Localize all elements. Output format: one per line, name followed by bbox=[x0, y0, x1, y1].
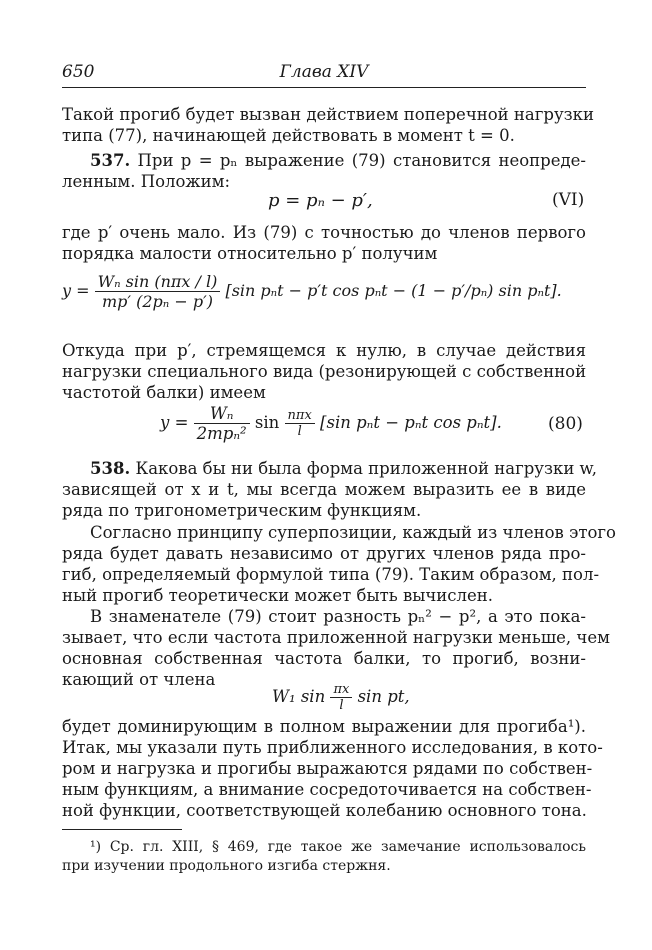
eq-numerator: nπx bbox=[285, 408, 315, 424]
chapter-title: Глава XIV bbox=[279, 62, 369, 82]
eq-numerator: Wₙ sin (nπx / l) bbox=[95, 272, 221, 292]
paragraph-limit bbox=[62, 340, 586, 403]
eq-small-fraction bbox=[285, 408, 315, 439]
equation-80 bbox=[160, 404, 502, 443]
footnote bbox=[62, 838, 586, 876]
eq-denominator: l bbox=[339, 698, 344, 713]
footnote-rule bbox=[62, 829, 182, 830]
text-line: нагрузки специального вида (резонирующей с собственной bbox=[62, 362, 587, 381]
text-line: ленным. Положим: bbox=[62, 172, 231, 191]
text-line: гиб, определяемый формулой типа (79). Таким образом, пол- bbox=[62, 565, 600, 584]
text-line: ным функциям, а внимание сосредоточивается на собствен- bbox=[62, 780, 592, 799]
eq-denominator: mp′ (2pₙ − p′) bbox=[102, 292, 213, 311]
eq-part: sin pt, bbox=[357, 687, 410, 706]
header-rule bbox=[62, 87, 586, 88]
equation-label: (VI) bbox=[552, 190, 585, 210]
equation-vi: p = pₙ − p′, bbox=[268, 190, 373, 211]
page-header bbox=[62, 62, 586, 84]
eq-numerator: πx bbox=[330, 682, 352, 698]
paragraph-conclusion bbox=[62, 716, 603, 821]
paragraph-538 bbox=[62, 458, 597, 521]
paragraph-537 bbox=[62, 150, 586, 192]
eq-denominator: l bbox=[297, 424, 302, 439]
paragraph-where bbox=[62, 222, 586, 264]
text-line: Откуда при p′, стремящемся к нулю, в случае действия bbox=[62, 341, 586, 360]
text-line: основная собственная частота балки, то прогиб, возни- bbox=[62, 649, 586, 668]
text-line: будет доминирующим в полном выражении для прогиба¹). bbox=[62, 717, 586, 736]
footnote-line: при изучении продольного изгиба стержня. bbox=[62, 858, 391, 874]
eq-numerator: Wₙ bbox=[194, 404, 250, 424]
text-line: Итак, мы указали путь приближенного исследования, в кото- bbox=[62, 738, 603, 757]
text-line: При p = pₙ выражение (79) становится неопреде- bbox=[137, 151, 586, 170]
text-line: где p′ очень мало. Из (79) с точностью до членов первого bbox=[62, 223, 586, 242]
equation-w1-term bbox=[272, 682, 410, 713]
paragraph-intro bbox=[62, 104, 594, 146]
eq-fraction bbox=[194, 404, 250, 443]
text-line: ром и нагрузка и прогибы выражаются рядами по собствен- bbox=[62, 759, 593, 778]
section-number: 538. bbox=[90, 459, 131, 478]
eq-sin: sin bbox=[254, 413, 280, 432]
eq-bracket: [sin pₙt − pₙt cos pₙt]. bbox=[320, 413, 502, 432]
text-line: частотой балки) имеем bbox=[62, 383, 266, 402]
eq-small-fraction bbox=[330, 682, 352, 713]
text-line: ряда будет давать независимо от других членов ряда про- bbox=[62, 544, 586, 563]
eq-denominator: 2mpₙ² bbox=[196, 424, 247, 443]
eq-lhs: y = bbox=[62, 281, 90, 300]
text-line: ряда по тригонометрическим функциям. bbox=[62, 501, 422, 520]
eq-bracket: [sin pₙt − p′t cos pₙt − (1 − p′/pₙ) sin pₙt]. bbox=[225, 281, 562, 300]
eq-lhs: y = bbox=[160, 413, 189, 432]
text-line: порядка малости относительно p′ получим bbox=[62, 244, 438, 263]
text-line: ный прогиб теоретически может быть вычислен. bbox=[62, 586, 493, 605]
page-number: 650 bbox=[62, 62, 95, 82]
eq-part: W₁ sin bbox=[272, 687, 326, 706]
equation-label: (80) bbox=[548, 414, 583, 434]
section-number: 537. bbox=[90, 151, 131, 170]
text-line: Такой прогиб будет вызван действием поперечной нагрузки bbox=[62, 105, 594, 124]
text-line: В знаменателе (79) стоит разность pₙ² − p², а это пока- bbox=[90, 607, 586, 626]
text-line: Какова бы ни была форма приложенной нагрузки w, bbox=[135, 459, 597, 478]
text-line: типа (77), начинающей действовать в момент t = 0. bbox=[62, 126, 515, 145]
paragraph-denominator bbox=[62, 606, 610, 690]
eq-fraction bbox=[95, 272, 221, 311]
text-line: кающий от члена bbox=[62, 670, 216, 689]
text-line: зависящей от x и t, мы всегда можем выразить ее в виде bbox=[62, 480, 586, 499]
equation-resonance-general bbox=[62, 272, 562, 311]
footnote-line: ¹) Ср. гл. XIII, § 469, где такое же замечание использовалось bbox=[90, 839, 586, 855]
text-line: ной функции, соответствующей колебанию основного тона. bbox=[62, 801, 587, 820]
text-line: Согласно принципу суперпозиции, каждый из членов этого bbox=[90, 523, 616, 542]
paragraph-superposition bbox=[62, 522, 616, 606]
text-line: зывает, что если частота приложенной нагрузки меньше, чем bbox=[62, 628, 610, 647]
